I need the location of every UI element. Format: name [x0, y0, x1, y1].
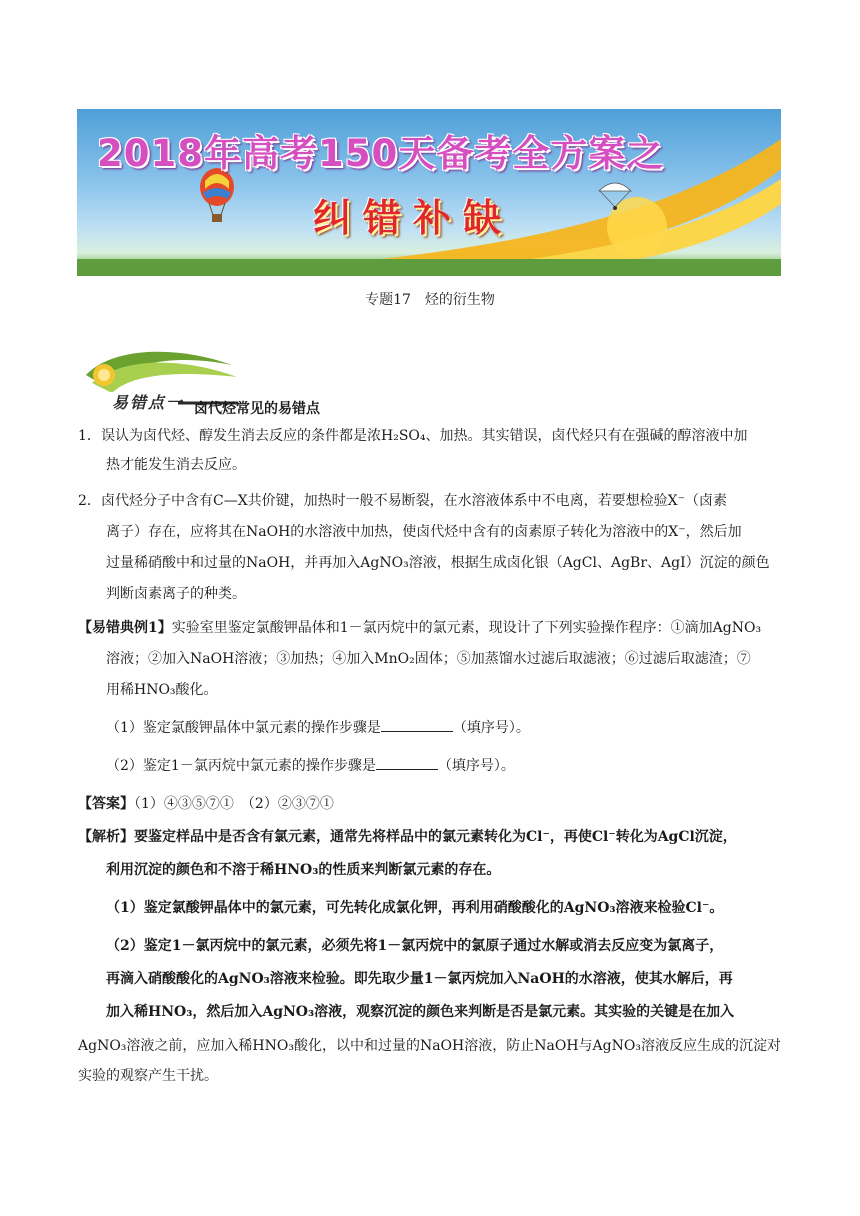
analysis-line: 利用沉淀的颜色和不溶于稀HNO₃的性质来判断氯元素的存在。: [106, 862, 501, 878]
example-label: 【易错典例1】: [78, 620, 172, 636]
analysis-line-1: [78, 822, 783, 853]
item-number: 1．: [78, 428, 101, 444]
section-heading: 卤代烃常见的易错点: [194, 401, 320, 417]
question-1-tail: （填序号）。: [452, 720, 530, 736]
item-line: 过量稀硝酸中和过量的NaOH，并再加入AgNO₃溶液，根据生成卤化银（AgCl、AgBr、AgI）沉淀的颜色: [106, 555, 770, 571]
item-line: 热才能发生消去反应。: [106, 457, 246, 473]
header-banner: [77, 109, 781, 276]
item-line: 离子）存在，应将其在NaOH的水溶液中加热，使卤代烃中含有的卤素原子转化为溶液中的X⁻，然后加: [106, 524, 742, 540]
item-number: 2．: [78, 493, 101, 509]
topic-caption: 专题17 烃的衍生物: [365, 292, 495, 308]
answer-text: （1）④③⑤⑦① （2）②③⑦①: [134, 796, 334, 812]
item-line: 卤代烃分子中含有C—X共价键，加热时一般不易断裂，在水溶液体系中不电离，若要想检验X⁻（卤素: [101, 493, 728, 509]
banner-title: 2018年高考150天备考全方案之: [97, 132, 665, 175]
question-1-text: （1）鉴定氯酸钾晶体中氯元素的操作步骤是: [106, 720, 381, 736]
analysis-line: 加入稀HNO₃，然后加入AgNO₃溶液，观察沉淀的颜色来判断是否是氯元素。其实验的关键是在加入: [106, 1004, 735, 1020]
analysis-line: （2）鉴定1－氯丙烷中的氯元素，必须先将1－氯丙烷中的氯原子通过水解或消去反应变为氯离子，: [106, 938, 724, 954]
question-1: [106, 714, 811, 743]
parachute-icon: [595, 179, 635, 211]
analysis-text: 要鉴定样品中是否含有氯元素，通常先将样品中的氯元素转化为Cl⁻，再使Cl⁻转化为AgCl沉淀，: [134, 829, 737, 845]
question-2: [106, 752, 811, 781]
analysis-line: 实验的观察产生干扰。: [78, 1068, 218, 1084]
example-line: 溶液；②加入NaOH溶液；③加热；④加入MnO₂固体；⑤加蒸馏水过滤后取滤液；⑥过滤后取滤渣；⑦: [106, 651, 751, 667]
answer-label: 【答案】: [78, 796, 134, 812]
item-line: 判断卤素离子的种类。: [106, 586, 246, 602]
analysis-line: AgNO₃溶液之前，应加入稀HNO₃酸化，以中和过量的NaOH溶液，防止NaOH与AgNO₃溶液反应生成的沉淀对: [78, 1038, 781, 1054]
question-2-tail: （填序号）。: [437, 758, 515, 774]
banner-subtitle: 纠错补缺: [313, 196, 514, 240]
item-line: 误认为卤代烃、醇发生消去反应的条件都是浓H₂SO₄、加热。其实错误，卤代烃只有在强碱的醇溶液中加: [101, 428, 748, 444]
analysis-line: 再滴入硝酸酸化的AgNO₃溶液来检验。即先取少量1－氯丙烷加入NaOH的水溶液，使其水解后，再: [106, 971, 733, 987]
answer-blank-2: [376, 755, 438, 770]
analysis-line: （1）鉴定氯酸钾晶体中的氯元素，可先转化成氯化钾，再利用硝酸酸化的AgNO₃溶液来检验Cl⁻。: [106, 900, 724, 916]
section-badge-text: 易错点一: [112, 393, 185, 412]
example-line: 用稀HNO₃酸化。: [106, 682, 218, 698]
answer-line: [78, 790, 783, 819]
question-2-text: （2）鉴定1－氯丙烷中氯元素的操作步骤是: [106, 758, 376, 774]
analysis-label: 【解析】: [78, 829, 134, 845]
answer-blank-1: [381, 717, 453, 732]
example-line-1: [78, 614, 783, 643]
example-text: 实验室里鉴定氯酸钾晶体和1－氯丙烷中的氯元素，现设计了下列实验操作程序：①滴加AgNO₃: [171, 620, 762, 636]
